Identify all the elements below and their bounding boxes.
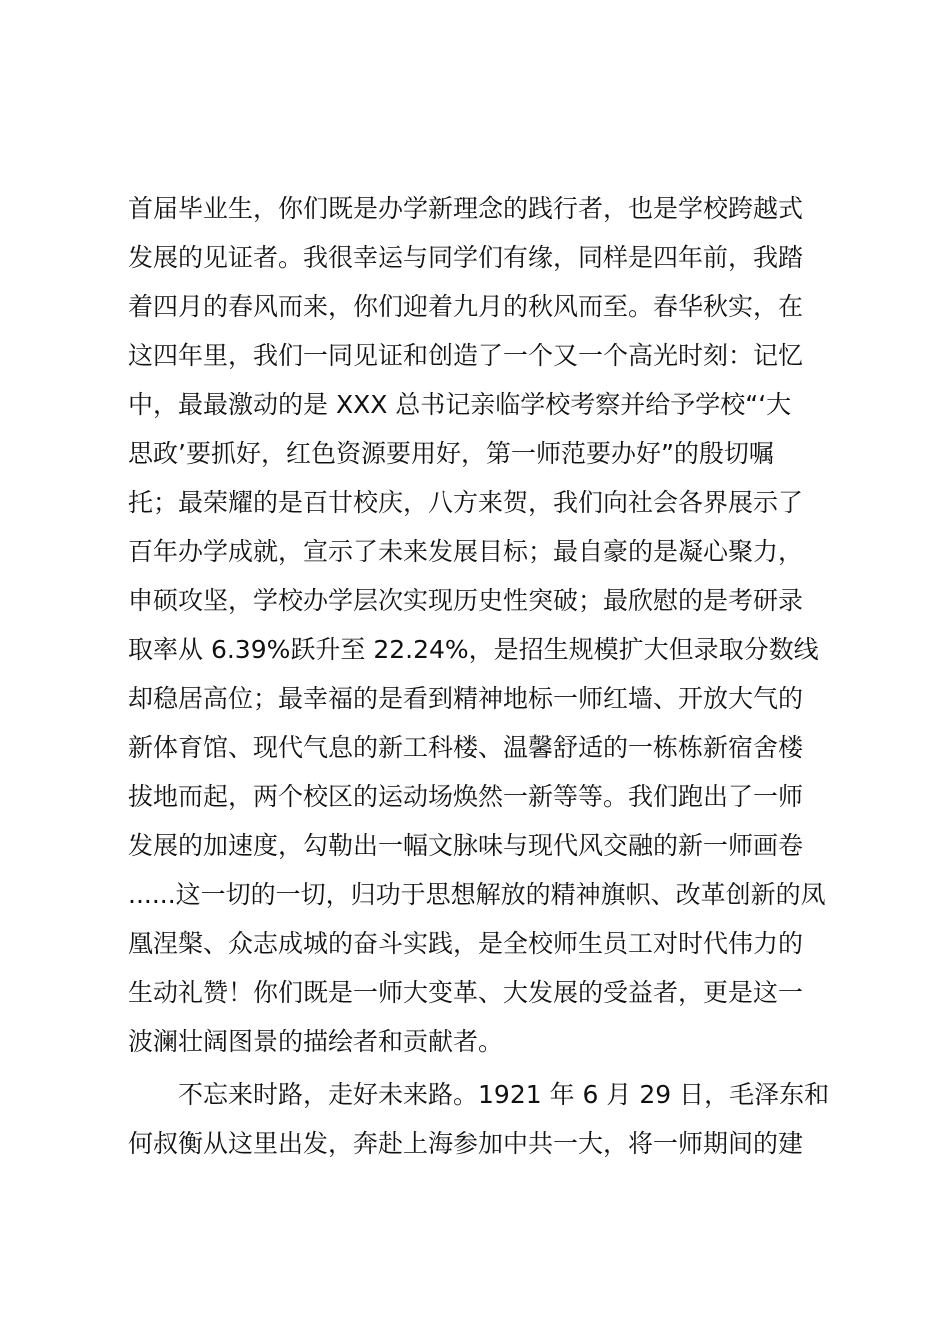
text-line: 中，最最激动的是 XXX 总书记亲临学校考察并给予学校“‘大 (128, 390, 792, 419)
text-line: 托；最荣耀的是百廿校庆，八方来贺，我们向社会各界展示了 (128, 488, 804, 517)
text-line: 申硕攻坚，学校办学层次实现历史性突破；最欣慰的是考研录 (128, 586, 804, 615)
text-line: 发展的见证者。我很幸运与同学们有缘，同样是四年前，我踏 (128, 243, 804, 272)
text-line: 着四月的春风而来，你们迎着九月的秋风而至。春华秋实，在 (128, 292, 804, 321)
text-line: 却稳居高位；最幸福的是看到精神地标一师红墙、开放大气的 (128, 684, 804, 713)
text-line: 波澜壮阔图景的描绘者和贡献者。 (128, 1027, 504, 1056)
text-line: 发展的加速度，勾勒出一幅文脉味与现代风交融的新一师画卷 (128, 831, 804, 860)
text-line: 不忘来时路，走好未来路。1921 年 6 月 29 日，毛泽东和 (178, 1080, 830, 1109)
text-line: 何叔衡从这里出发，奔赴上海参加中共一大，将一师期间的建 (128, 1129, 804, 1158)
text-line: 百年办学成就，宣示了未来发展目标；最自豪的是凝心聚力， (128, 537, 804, 566)
paragraph-1 (128, 184, 838, 1066)
text-line: 取率从 6.39%跃升至 22.24%，是招生规模扩大但录取分数线 (128, 635, 819, 664)
body-text (128, 184, 838, 1168)
text-line: 这四年里，我们一同见证和创造了一个又一个高光时刻：记忆 (128, 341, 804, 370)
text-line: 凰涅槃、众志成城的奋斗实践，是全校师生员工对时代伟力的 (128, 929, 804, 958)
text-line: ......这一切的一切，归功于思想解放的精神旗帜、改革创新的凤 (128, 880, 826, 909)
text-line: 思政’要抓好，红色资源要用好，第一师范要办好”的殷切嘱 (128, 439, 774, 468)
text-line: 首届毕业生，你们既是办学新理念的践行者，也是学校跨越式 (128, 194, 804, 223)
text-line: 新体育馆、现代气息的新工科楼、温馨舒适的一栋栋新宿舍楼 (128, 733, 804, 762)
paragraph-2 (128, 1070, 838, 1168)
text-line: 拔地而起，两个校区的运动场焕然一新等等。我们跑出了一师 (128, 782, 804, 811)
text-line: 生动礼赞！你们既是一师大变革、大发展的受益者，更是这一 (128, 978, 804, 1007)
